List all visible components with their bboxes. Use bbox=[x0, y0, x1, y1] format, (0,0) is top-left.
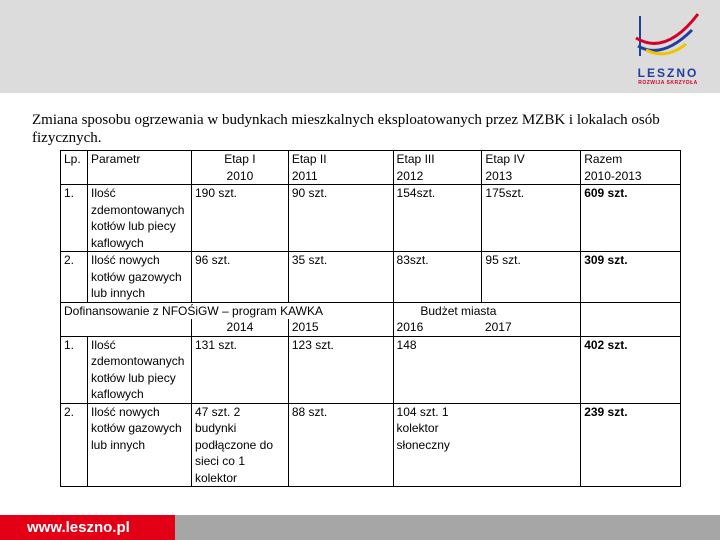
logo-name: LESZNO bbox=[637, 66, 699, 80]
year-2014: 2014 bbox=[191, 319, 288, 336]
row-etap4: 175szt. bbox=[482, 185, 581, 252]
row-2014: 131 szt. bbox=[191, 336, 288, 403]
header-etap1: Etap I 2010 bbox=[191, 151, 288, 185]
row-etap1: 190 szt. bbox=[191, 185, 288, 252]
row-2016: 104 szt. 1 kolektor słoneczny bbox=[393, 403, 482, 487]
table-row bbox=[61, 403, 681, 487]
header-razem: Razem 2010-2013 bbox=[581, 151, 681, 185]
section2-label: Dofinansowanie z NFOŚiGW – program KAWKA bbox=[61, 302, 394, 319]
table-row bbox=[61, 252, 681, 303]
row-total: 239 szt. bbox=[581, 403, 681, 487]
row-total: 309 szt. bbox=[581, 252, 681, 303]
table-header-row bbox=[61, 151, 681, 185]
row-etap4: 95 szt. bbox=[482, 252, 581, 303]
row-param: Ilość zdemontowanych kotłów lub piecy kaflowych bbox=[87, 185, 191, 252]
footer-bar bbox=[175, 515, 720, 540]
row-2015: 123 szt. bbox=[288, 336, 393, 403]
logo-tagline: ROZWIJA SKRZYDŁA bbox=[638, 80, 698, 86]
year-2016: 2016 bbox=[393, 319, 482, 336]
year-2015: 2015 bbox=[288, 319, 393, 336]
header-band bbox=[0, 0, 720, 93]
section2-label-row bbox=[61, 302, 681, 319]
wings-icon bbox=[632, 8, 704, 66]
row-param: Ilość nowych kotłów gazowych lub innych bbox=[87, 403, 191, 487]
row-etap2: 90 szt. bbox=[288, 185, 393, 252]
footer-url-link[interactable]: www.leszno.pl bbox=[0, 515, 175, 540]
row-lp: 2. bbox=[61, 403, 88, 487]
row-2015: 88 szt. bbox=[288, 403, 393, 487]
header-etap2: Etap II 2011 bbox=[288, 151, 393, 185]
row-2017 bbox=[482, 403, 581, 487]
section2-years-row bbox=[61, 319, 681, 336]
row-total: 609 szt. bbox=[581, 185, 681, 252]
budget-label: Budżet miasta bbox=[393, 302, 581, 319]
table-row bbox=[61, 336, 681, 403]
row-2014: 47 szt. 2 budynki podłączone do sieci co 1 kolektor bbox=[191, 403, 288, 487]
row-total: 402 szt. bbox=[581, 336, 681, 403]
row-lp: 1. bbox=[61, 336, 88, 403]
leszno-logo bbox=[632, 8, 704, 88]
header-etap3: Etap III 2012 bbox=[393, 151, 482, 185]
row-2017 bbox=[482, 336, 581, 403]
year-2017: 2017 bbox=[484, 320, 512, 334]
slide-title: Zmiana sposobu ogrzewania w budynkach mieszkalnych eksploatowanych przez MZBK i lokalach osób fizycznych. bbox=[32, 112, 660, 146]
row-etap1: 96 szt. bbox=[191, 252, 288, 303]
row-param: Ilość zdemontowanych kotłów lub piecy kaflowych bbox=[87, 336, 191, 403]
header-param: Parametr bbox=[87, 151, 191, 185]
row-etap2: 35 szt. bbox=[288, 252, 393, 303]
data-table bbox=[60, 150, 681, 487]
table-row bbox=[61, 185, 681, 252]
row-2016: 148 bbox=[393, 336, 482, 403]
row-lp: 2. bbox=[61, 252, 88, 303]
row-etap3: 83szt. bbox=[393, 252, 482, 303]
row-param: Ilość nowych kotłów gazowych lub innych bbox=[87, 252, 191, 303]
header-lp: Lp. bbox=[61, 151, 88, 185]
row-etap3: 154szt. bbox=[393, 185, 482, 252]
header-etap4: Etap IV 2013 bbox=[482, 151, 581, 185]
row-lp: 1. bbox=[61, 185, 88, 252]
